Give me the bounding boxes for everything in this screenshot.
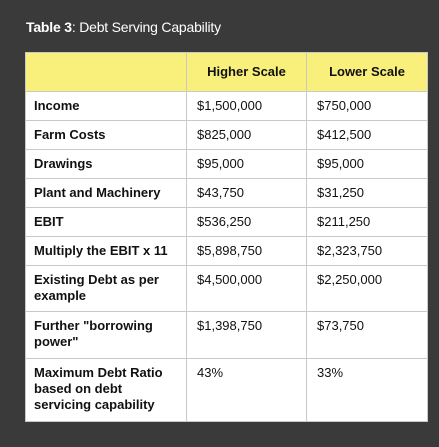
higher-scale-value: $95,000 <box>187 150 307 179</box>
lower-scale-value: $73,750 <box>307 312 428 359</box>
lower-scale-value: $211,250 <box>307 208 428 237</box>
table-row <box>26 266 428 312</box>
header-higher-scale: Higher Scale <box>187 53 307 92</box>
header-lower-scale: Lower Scale <box>307 53 428 92</box>
table-row <box>26 150 428 179</box>
higher-scale-value: $4,500,000 <box>187 266 307 312</box>
row-label: Further "borrowing power" <box>26 312 187 359</box>
header-row <box>26 53 428 92</box>
row-label: Existing Debt as per example <box>26 266 187 312</box>
table-row <box>26 179 428 208</box>
row-label: Farm Costs <box>26 121 187 150</box>
row-label: Drawings <box>26 150 187 179</box>
row-label: Plant and Machinery <box>26 179 187 208</box>
table-caption <box>26 19 221 35</box>
higher-scale-value: $1,398,750 <box>187 312 307 359</box>
higher-scale-value: 43% <box>187 359 307 422</box>
higher-scale-value: $536,250 <box>187 208 307 237</box>
table-row <box>26 237 428 266</box>
table-row <box>26 359 428 422</box>
lower-scale-value: $2,323,750 <box>307 237 428 266</box>
row-label: EBIT <box>26 208 187 237</box>
lower-scale-value: $2,250,000 <box>307 266 428 312</box>
lower-scale-value: $750,000 <box>307 92 428 121</box>
row-label: Multiply the EBIT x 11 <box>26 237 187 266</box>
caption-suffix: : Debt Serving Capability <box>71 19 221 35</box>
lower-scale-value: $31,250 <box>307 179 428 208</box>
table-row <box>26 312 428 359</box>
header-cell-empty <box>26 53 187 92</box>
higher-scale-value: $1,500,000 <box>187 92 307 121</box>
row-label: Maximum Debt Ratio based on debt servicing capability <box>26 359 187 422</box>
lower-scale-value: $412,500 <box>307 121 428 150</box>
higher-scale-value: $5,898,750 <box>187 237 307 266</box>
caption-prefix: Table 3 <box>26 19 72 35</box>
table-row <box>26 208 428 237</box>
debt-serving-table <box>25 52 428 422</box>
table-row <box>26 121 428 150</box>
row-label: Income <box>26 92 187 121</box>
lower-scale-value: $95,000 <box>307 150 428 179</box>
higher-scale-value: $825,000 <box>187 121 307 150</box>
table-row <box>26 92 428 121</box>
higher-scale-value: $43,750 <box>187 179 307 208</box>
lower-scale-value: 33% <box>307 359 428 422</box>
